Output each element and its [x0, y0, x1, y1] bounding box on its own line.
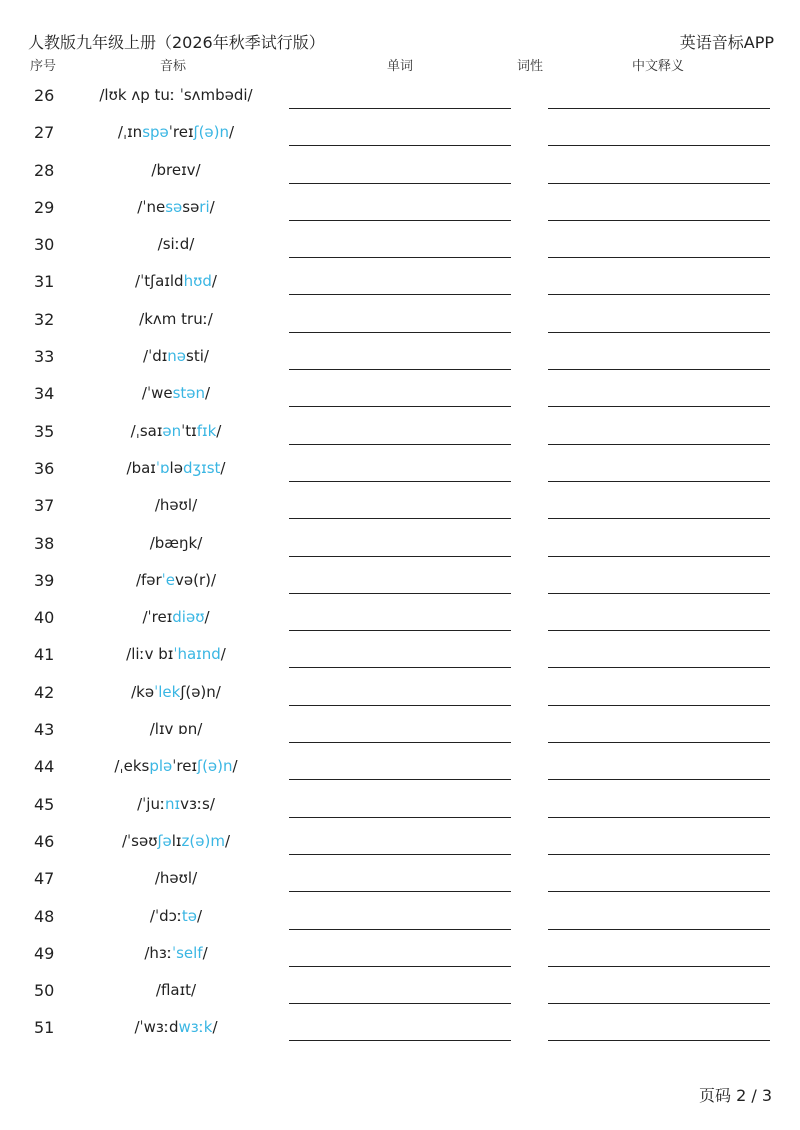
phonetic-segment: /: [209, 197, 215, 216]
phonetic-segment: /ˈdɔː: [149, 906, 182, 925]
meaning-answer-line[interactable]: [548, 294, 770, 295]
meaning-answer-line[interactable]: [548, 481, 770, 482]
row-number: 44: [34, 757, 55, 777]
phonetic-highlight: plə: [149, 757, 173, 776]
phonetic-highlight: ʃ(ə)n: [193, 123, 230, 142]
word-answer-line[interactable]: [289, 929, 511, 930]
column-header-meaning: 中文释义: [632, 59, 685, 74]
meaning-answer-line[interactable]: [548, 630, 770, 631]
row-number: 26: [34, 86, 55, 105]
table-row: [0, 449, 800, 486]
table-row: [0, 785, 800, 822]
phonetic-segment: /ˈjuː: [137, 794, 166, 813]
meaning-answer-line[interactable]: [548, 220, 770, 221]
table-row: [0, 337, 800, 374]
meaning-answer-line[interactable]: [548, 742, 770, 743]
phonetic-segment: ʃ(ə)n/: [180, 682, 221, 701]
phonetic-segment: /siːd/: [157, 235, 195, 254]
phonetic-highlight: diəʊ: [172, 608, 205, 627]
row-number: 47: [34, 869, 55, 889]
phonetic-segment: /: [204, 608, 210, 627]
phonetic-highlight: wɜːk: [178, 1018, 213, 1037]
word-answer-line[interactable]: [289, 257, 511, 258]
table-row: [0, 412, 800, 449]
phonetic-segment: /: [216, 421, 222, 440]
phonetic-segment: /: [205, 384, 211, 403]
phonetic-segment: /ˈtʃaɪld: [135, 272, 184, 291]
phonetic-segment: lə: [169, 458, 183, 477]
phonetic-segment: sti/: [186, 347, 209, 366]
phonetic-transcription: [96, 683, 256, 701]
phonetic-segment: /ˈdɪ: [143, 347, 168, 366]
table-row: [0, 76, 800, 113]
phonetic-highlight: ˈɒ: [155, 458, 170, 477]
meaning-answer-line[interactable]: [548, 183, 770, 184]
word-answer-line[interactable]: [289, 1003, 511, 1004]
phonetic-segment: ˈreɪ: [168, 123, 194, 142]
row-number: 27: [34, 123, 55, 143]
phonetic-transcription: [96, 347, 256, 365]
phonetic-segment: /: [220, 458, 226, 477]
meaning-answer-line[interactable]: [548, 779, 770, 780]
phonetic-segment: lɪ: [171, 831, 182, 850]
table-row: [0, 635, 800, 672]
phonetic-transcription: [96, 757, 256, 775]
phonetic-segment: /: [212, 1018, 218, 1037]
word-answer-line[interactable]: [289, 891, 511, 892]
word-answer-line[interactable]: [289, 294, 511, 295]
phonetic-highlight: nɪ: [165, 794, 181, 813]
word-answer-line[interactable]: [289, 966, 511, 967]
phonetic-transcription: [96, 795, 256, 813]
phonetic-segment: /ˈne: [137, 197, 166, 216]
table-row: [0, 934, 800, 971]
row-number: 38: [34, 533, 55, 553]
row-number: 51: [34, 1018, 55, 1038]
word-answer-line[interactable]: [289, 332, 511, 333]
word-answer-line[interactable]: [289, 145, 511, 146]
meaning-answer-line[interactable]: [548, 332, 770, 333]
row-number: 28: [34, 160, 55, 180]
column-header-word: 单词: [387, 59, 414, 74]
row-number: 39: [34, 570, 55, 590]
table-row: [0, 897, 800, 934]
phonetic-transcription: [96, 720, 256, 738]
meaning-answer-line[interactable]: [548, 966, 770, 967]
phonetic-segment: /ˌɪn: [117, 123, 143, 142]
word-answer-line[interactable]: [289, 481, 511, 482]
phonetic-transcription: [96, 832, 256, 850]
phonetic-segment: /: [232, 757, 238, 776]
phonetic-transcription: [96, 907, 256, 925]
phonetic-transcription: [96, 869, 256, 887]
table-row: [0, 113, 800, 150]
table-row: [0, 822, 800, 859]
row-number: 45: [34, 794, 55, 814]
meaning-answer-line[interactable]: [548, 667, 770, 668]
phonetic-highlight: fɪk: [196, 421, 217, 440]
phonetic-segment: /fər: [135, 570, 162, 589]
word-answer-line[interactable]: [289, 1040, 511, 1041]
meaning-answer-line[interactable]: [548, 145, 770, 146]
phonetic-highlight: ri: [199, 197, 210, 216]
phonetic-segment: /liːv bɪ: [126, 645, 174, 664]
phonetic-highlight: ʃ(ə)n: [197, 757, 233, 776]
page-number: 页码 2 / 3: [698, 1086, 772, 1105]
phonetic-segment: vɜːs/: [180, 794, 215, 813]
word-answer-line[interactable]: [289, 369, 511, 370]
table-row: [0, 971, 800, 1008]
meaning-answer-line[interactable]: [548, 369, 770, 370]
table-row: [0, 859, 800, 896]
phonetic-transcription: [96, 608, 256, 626]
phonetic-transcription: [96, 235, 256, 253]
phonetic-segment: /: [202, 943, 208, 962]
meaning-answer-line[interactable]: [548, 406, 770, 407]
table-row: [0, 673, 800, 710]
word-answer-line[interactable]: [289, 742, 511, 743]
phonetic-highlight: hʊd: [183, 272, 212, 291]
column-header-number: 序号: [30, 59, 57, 74]
table-row: [0, 598, 800, 635]
meaning-answer-line[interactable]: [548, 1003, 770, 1004]
table-row: [0, 1008, 800, 1045]
word-answer-line[interactable]: [289, 779, 511, 780]
row-number: 48: [34, 906, 55, 926]
phonetic-segment: /ˈreɪ: [142, 608, 173, 627]
phonetic-highlight: ˈhaɪnd: [173, 645, 221, 664]
row-number: 31: [34, 272, 55, 292]
phonetic-transcription: [96, 161, 256, 179]
phonetic-transcription: [96, 272, 256, 290]
phonetic-transcription: [96, 310, 256, 328]
phonetic-segment: /lɪv ɒn/: [149, 720, 203, 739]
word-answer-line[interactable]: [289, 705, 511, 706]
table-row: [0, 374, 800, 411]
phonetic-highlight: ˈself: [171, 943, 203, 962]
word-answer-line[interactable]: [289, 406, 511, 407]
phonetic-segment: /flaɪt/: [155, 981, 197, 1000]
phonetic-highlight: ʃə: [157, 831, 172, 850]
phonetic-segment: /baɪ: [126, 458, 156, 477]
phonetic-segment: sə: [182, 197, 200, 216]
app-brand: 英语音标APP: [679, 33, 774, 52]
phonetic-segment: /: [224, 831, 230, 850]
phonetic-segment: /breɪv/: [151, 160, 201, 179]
word-answer-line[interactable]: [289, 556, 511, 557]
phonetic-transcription: [96, 1018, 256, 1036]
phonetic-highlight: ˈe: [161, 570, 176, 589]
table-row: [0, 188, 800, 225]
word-answer-line[interactable]: [289, 518, 511, 519]
phonetic-transcription: [96, 422, 256, 440]
row-number: 46: [34, 831, 55, 851]
column-header-phonetic: 音标: [160, 59, 187, 74]
meaning-answer-line[interactable]: [548, 556, 770, 557]
row-number: 35: [34, 421, 55, 441]
phonetic-transcription: [96, 86, 256, 104]
word-answer-line[interactable]: [289, 444, 511, 445]
phonetic-segment: /lʊk ʌp tuː ˈsʌmbədi/: [99, 86, 253, 104]
phonetic-highlight: z(ə)m: [181, 831, 225, 850]
table-row: [0, 225, 800, 262]
row-number: 49: [34, 943, 55, 963]
phonetic-highlight: spə: [142, 123, 169, 142]
word-answer-line[interactable]: [289, 854, 511, 855]
table-row: [0, 486, 800, 523]
row-number: 41: [34, 645, 55, 665]
table-row: [0, 747, 800, 784]
phonetic-segment: /kʌm truː/: [139, 309, 213, 328]
word-answer-line[interactable]: [289, 667, 511, 668]
row-number: 50: [34, 981, 55, 1001]
table-row: [0, 262, 800, 299]
row-number: 36: [34, 458, 55, 478]
phonetic-highlight: ən: [162, 421, 182, 440]
phonetic-segment: /ˈwɜːd: [134, 1018, 179, 1037]
phonetic-segment: /bæŋk/: [149, 533, 203, 552]
phonetic-transcription: [96, 496, 256, 514]
document-title: 人教版九年级上册（2026年秋季试行版）: [28, 33, 325, 52]
phonetic-highlight: nə: [167, 347, 187, 366]
row-number: 32: [34, 309, 55, 329]
table-row: [0, 524, 800, 561]
table-row: [0, 561, 800, 598]
meaning-answer-line[interactable]: [548, 444, 770, 445]
phonetic-transcription: [96, 123, 256, 141]
table-row: [0, 300, 800, 337]
vocabulary-table: [0, 76, 800, 1046]
meaning-answer-line[interactable]: [548, 854, 770, 855]
word-answer-line[interactable]: [289, 108, 511, 109]
phonetic-segment: /ˌeks: [114, 757, 150, 776]
phonetic-segment: /ˈwe: [141, 384, 173, 403]
phonetic-transcription: [96, 944, 256, 962]
phonetic-segment: /həʊl/: [154, 496, 198, 515]
phonetic-segment: /ˈsəʊ: [121, 831, 158, 850]
phonetic-highlight: stən: [172, 384, 206, 403]
meaning-answer-line[interactable]: [548, 593, 770, 594]
word-answer-line[interactable]: [289, 183, 511, 184]
word-answer-line[interactable]: [289, 630, 511, 631]
phonetic-transcription: [96, 645, 256, 663]
phonetic-segment: ˈreɪ: [172, 757, 198, 776]
row-number: 33: [34, 347, 55, 367]
row-number: 40: [34, 608, 55, 628]
table-row: [0, 710, 800, 747]
phonetic-segment: /: [211, 272, 217, 291]
phonetic-segment: /: [220, 645, 226, 664]
phonetic-highlight: ˈlek: [154, 682, 181, 701]
phonetic-transcription: [96, 198, 256, 216]
meaning-answer-line[interactable]: [548, 518, 770, 519]
phonetic-highlight: sə: [165, 197, 183, 216]
phonetic-segment: və(r)/: [175, 570, 217, 589]
row-number: 42: [34, 682, 55, 702]
phonetic-transcription: [96, 534, 256, 552]
meaning-answer-line[interactable]: [548, 1040, 770, 1041]
phonetic-transcription: [96, 384, 256, 402]
phonetic-transcription: [96, 571, 256, 589]
meaning-answer-line[interactable]: [548, 817, 770, 818]
phonetic-transcription: [96, 981, 256, 999]
meaning-answer-line[interactable]: [548, 891, 770, 892]
meaning-answer-line[interactable]: [548, 257, 770, 258]
phonetic-segment: /: [229, 123, 235, 142]
phonetic-segment: /hɜː: [144, 943, 172, 962]
phonetic-highlight: dʒɪst: [182, 458, 221, 477]
phonetic-segment: /: [197, 906, 203, 925]
column-header-part-of-speech: 词性: [517, 59, 544, 74]
row-number: 30: [34, 235, 55, 255]
phonetic-segment: /ˌsaɪ: [130, 421, 163, 440]
phonetic-segment: /kə: [131, 682, 155, 701]
phonetic-segment: ˈtɪ: [181, 421, 197, 440]
table-row: [0, 151, 800, 188]
meaning-answer-line[interactable]: [548, 108, 770, 109]
row-number: 34: [34, 384, 55, 404]
phonetic-highlight: tə: [181, 906, 198, 925]
word-answer-line[interactable]: [289, 593, 511, 594]
meaning-answer-line[interactable]: [548, 705, 770, 706]
row-number: 29: [34, 197, 55, 217]
word-answer-line[interactable]: [289, 817, 511, 818]
row-number: 43: [34, 720, 55, 740]
phonetic-segment: /həʊl/: [154, 869, 198, 888]
word-answer-line[interactable]: [289, 220, 511, 221]
meaning-answer-line[interactable]: [548, 929, 770, 930]
phonetic-transcription: [96, 459, 256, 477]
row-number: 37: [34, 496, 55, 516]
